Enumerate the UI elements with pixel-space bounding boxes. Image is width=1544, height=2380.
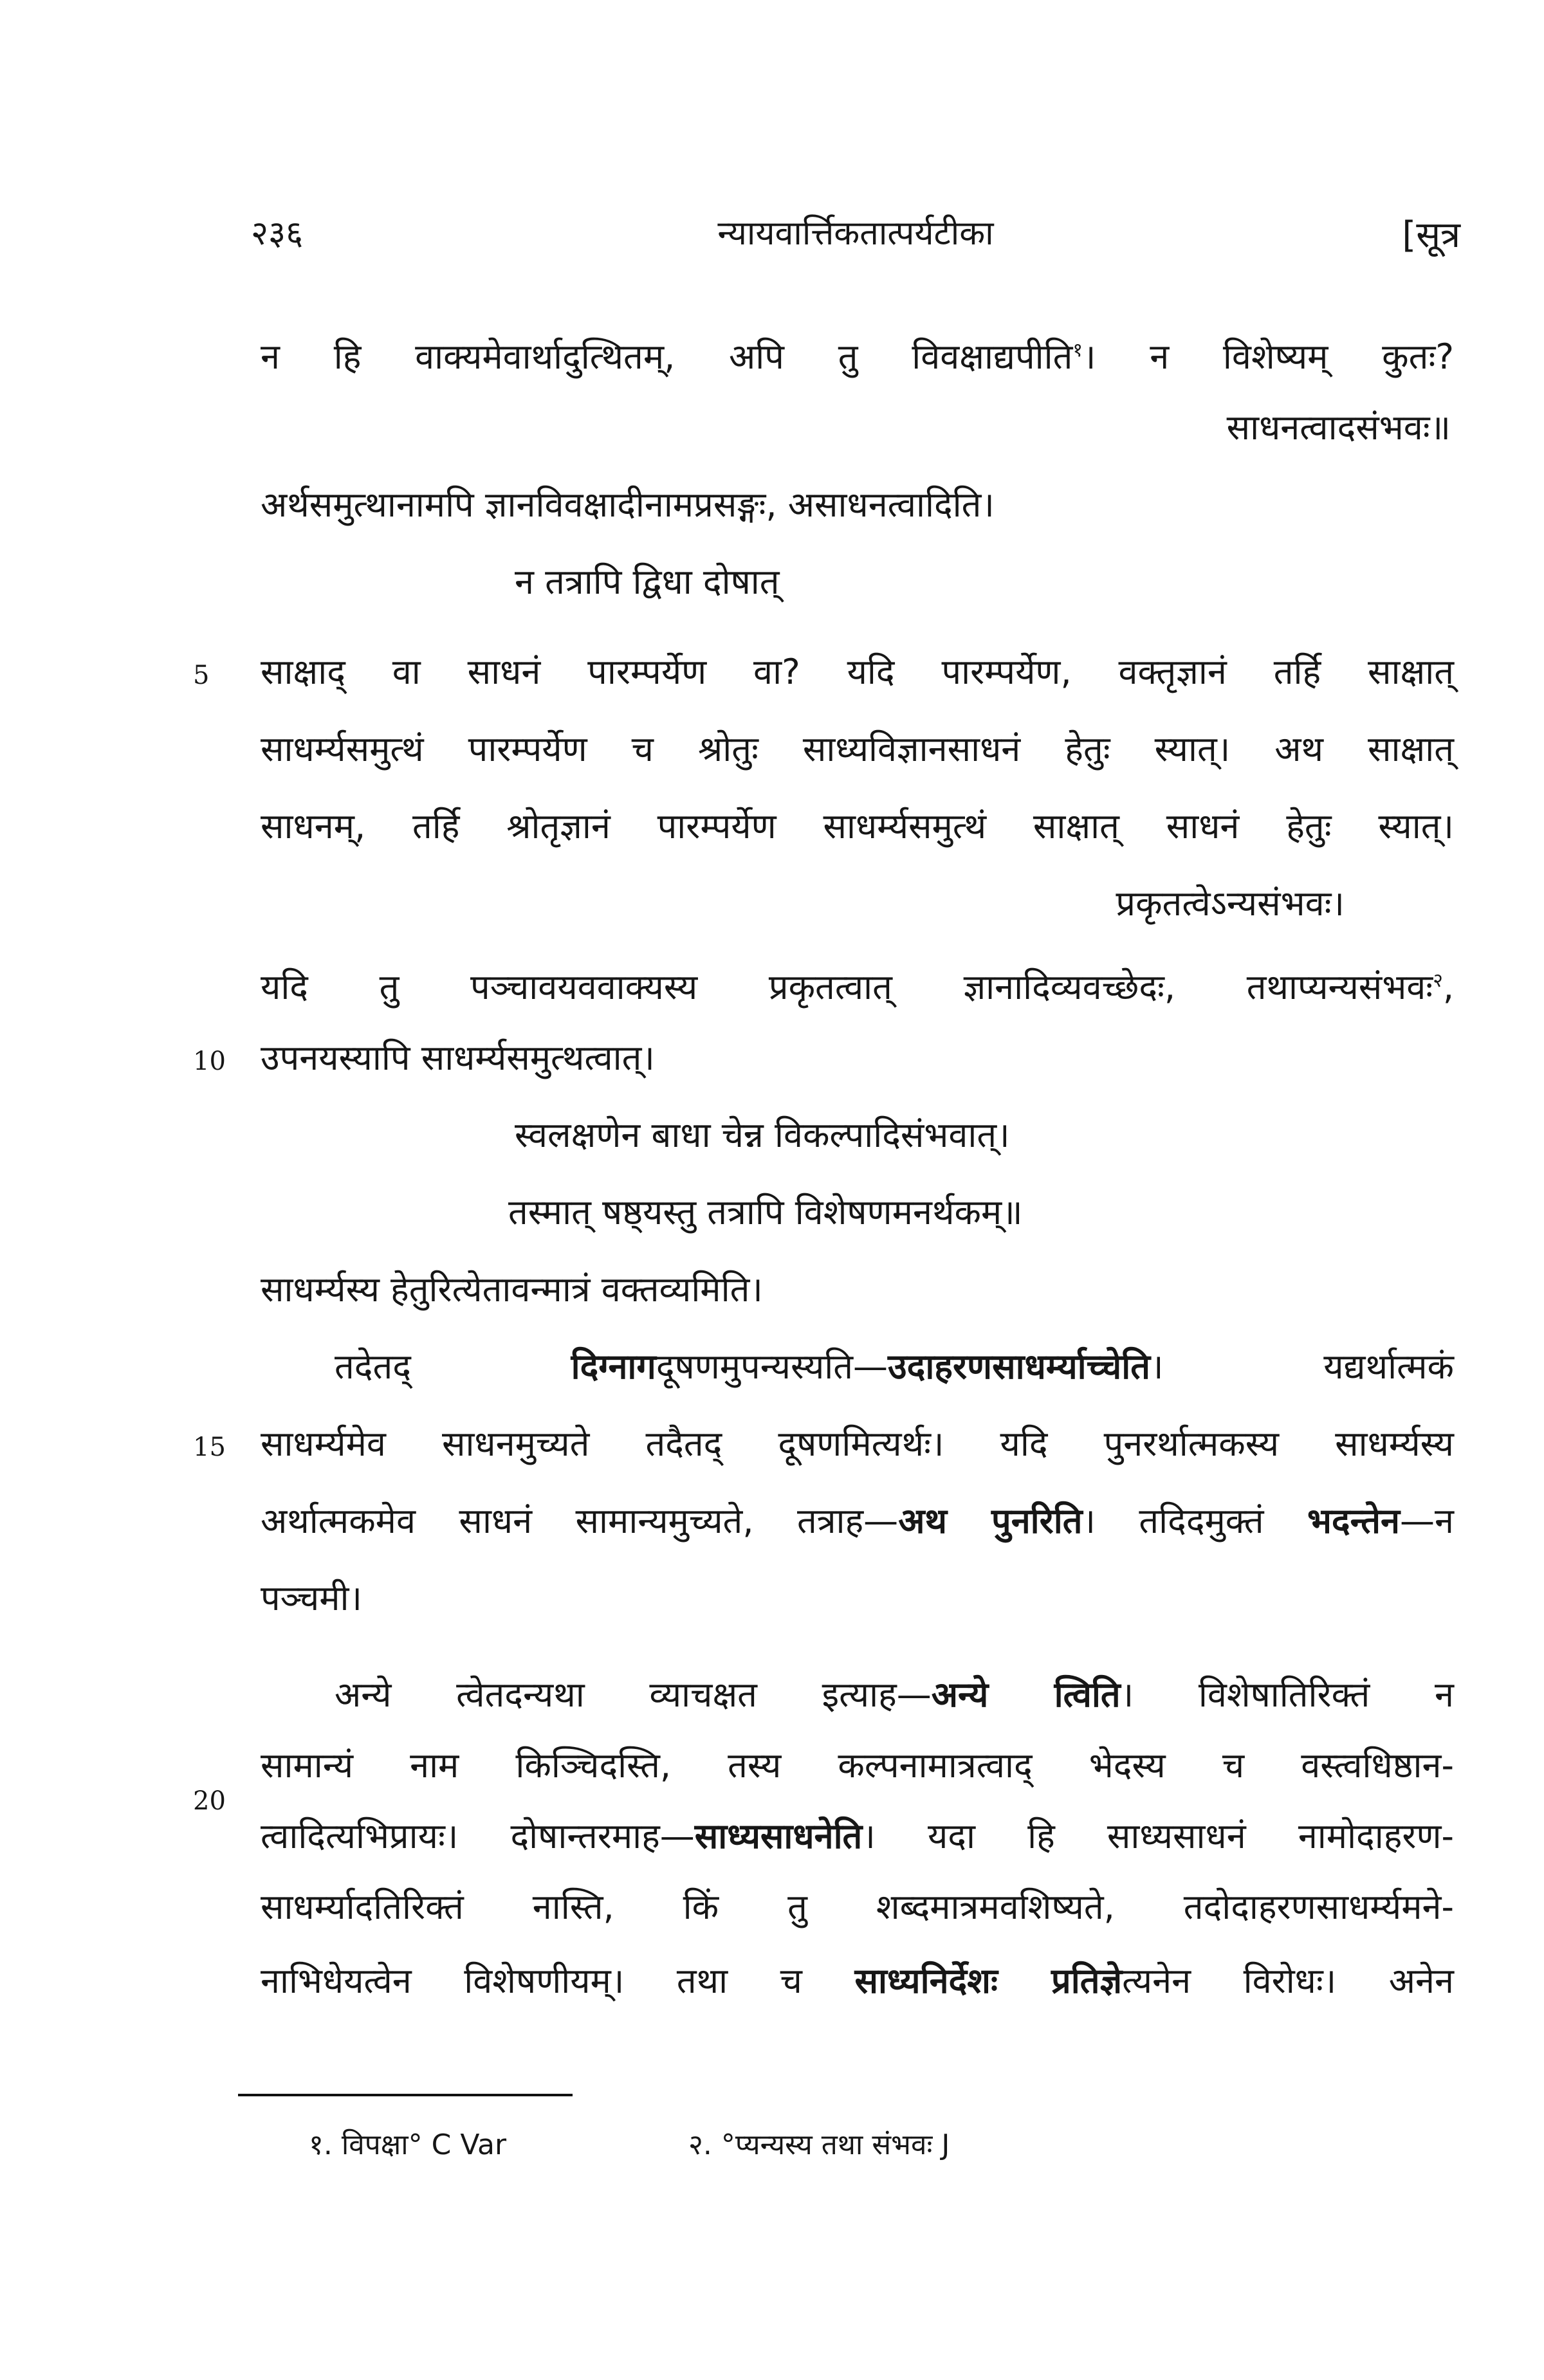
footnote-1: १. विपक्षा° C Var [309, 2128, 507, 2161]
line-number: 20 [193, 1786, 226, 1816]
text-line [261, 1264, 1521, 1315]
text-segment: तस्मात् षष्ठ्यस्तु तत्रापि विशेषणमनर्थकम्॥ [508, 1192, 1023, 1232]
text-line [335, 1669, 1454, 1721]
bold-term: अथ पुनरिति [898, 1501, 1083, 1541]
bold-term: अन्ये त्विति [931, 1674, 1121, 1715]
text-line [261, 1740, 1454, 1791]
text-segment: । तदिदमुक्तं [1082, 1501, 1307, 1541]
text-line [261, 1418, 1454, 1470]
text-line [261, 1811, 1454, 1862]
verse-line [508, 1187, 1544, 1238]
footnote-ref: २ [1433, 969, 1443, 992]
text-segment: साधर्म्यस्य हेतुरित्येतावन्मात्रं वक्तव्यमिति। [261, 1269, 763, 1310]
text-line [261, 955, 1454, 1007]
footnotes [309, 2116, 1338, 2174]
text-segment: त्वादित्यभिप्रायः। दोषान्तरमाह— [261, 1816, 695, 1856]
text-line [261, 724, 1454, 775]
text-segment: पञ्चमी। [261, 1578, 363, 1618]
verse-line [515, 1110, 1544, 1161]
text-line [261, 1881, 1454, 1933]
text-line [335, 1341, 1454, 1393]
running-title: न्यायवार्त्तिकतात्पर्यटीका [717, 214, 994, 253]
section-marker: [सूत्र [1402, 214, 1460, 256]
line-number: 15 [193, 1433, 226, 1462]
text-line [261, 646, 1454, 698]
line-number: 10 [193, 1047, 226, 1076]
text-segment: उपनयस्यापि साधर्म्यसमुत्थत्वात्। [261, 1038, 655, 1078]
page-number: २३६ [251, 214, 304, 253]
bold-term: साध्यसाधनेति [694, 1816, 863, 1856]
text-segment: साधर्म्यादतिरिक्तं नास्ति, किं तु शब्दमात्रमवशिष्यते, तदोदाहरणसाधर्म्यमने- [261, 1887, 1454, 1927]
footnote-2: २. °प्यन्यस्य तथा संभवः J [688, 2128, 950, 2161]
text-segment: —न [1400, 1501, 1454, 1541]
text-segment: साधर्म्यसमुत्थं पारम्पर्येण च श्रोतुः साध्यविज्ञानसाधनं हेतुः स्यात्। अथ साक्षात् [261, 729, 1454, 769]
bold-term: उदाहरणसाधर्म्याच्चेति [888, 1346, 1151, 1387]
running-header [251, 203, 1460, 267]
text-segment: सामान्यं नाम किञ्चिदस्ति, तस्य कल्पनामात्रत्वाद् भेदस्य च वस्त्वधिष्ठान- [261, 1745, 1454, 1786]
line-number: 5 [193, 661, 210, 690]
footnote-ref: १ [1072, 339, 1083, 362]
text-segment: । विशेषातिरिक्तं न [1120, 1674, 1454, 1715]
text-segment: । यद्यर्थात्मकं [1150, 1346, 1455, 1387]
text-line [261, 479, 1521, 531]
text-line [261, 801, 1454, 852]
text-segment: , [1442, 967, 1454, 1007]
text-line [261, 1573, 1521, 1624]
text-segment: अर्थात्मकमेव साधनं सामान्यमुच्यते, तत्राह— [261, 1501, 899, 1541]
verse-line [193, 402, 1451, 453]
text-segment: प्रकृतत्वेऽन्यसंभवः। [1116, 883, 1345, 924]
bold-term: दिग्नाग [571, 1346, 656, 1387]
text-segment: यदि तु पञ्चावयववाक्यस्य प्रकृतत्वात् ज्ञानादिव्यवच्छेदः, तथाप्यन्यसंभवः [261, 967, 1433, 1007]
text-segment: साक्षाद् वा साधनं पारम्पर्येण वा? यदि पारम्पर्येण, वक्तृज्ञानं तर्हि साक्षात् [261, 652, 1454, 692]
bold-term: साध्यनिर्देशः प्रतिज्ञे [854, 1961, 1123, 2001]
verse-line [515, 556, 1544, 608]
text-segment: न तत्रापि द्विधा दोषात् [515, 562, 780, 602]
text-segment: । यदा हि साध्यसाधनं नामोदाहरण- [862, 1816, 1454, 1856]
text-segment: । न विशेष्यम् कुतः? [1083, 336, 1455, 377]
text-segment: साधनत्वादसंभवः॥ [1226, 407, 1451, 448]
text-segment: साधनम्, तर्हि श्रोतृज्ञानं पारम्पर्येण साधर्म्यसमुत्थं साक्षात् साधनं हेतुः स्यात्। [261, 806, 1454, 847]
text-segment: त्यनेन विरोधः। अनेन [1122, 1961, 1454, 2001]
footnote-rule [238, 2094, 573, 2096]
text-segment: न हि वाक्यमेवार्थादुत्थितम्, अपि तु विवक्षाद्यपीति [261, 336, 1073, 377]
text-line [261, 1032, 1521, 1084]
text-segment: स्वलक्षणेन बाधा चेन्न विकल्पादिसंभवात्। [515, 1115, 1010, 1155]
text-line [261, 1496, 1454, 1547]
text-line [261, 325, 1454, 376]
verse-line [193, 878, 1345, 929]
bold-term: भदन्तेन [1307, 1501, 1400, 1541]
text-segment: साधर्म्यमेव साधनमुच्यते तदैतद् दूषणमित्यर्थः। यदि पुनरर्थात्मकस्य साधर्म्यस्य [261, 1423, 1454, 1464]
text-line [261, 1955, 1454, 2007]
text-segment: तदेतद् [335, 1346, 571, 1387]
text-segment: दूषणमुपन्यस्यति— [656, 1346, 888, 1387]
text-segment: नाभिधेयत्वेन विशेषणीयम्। तथा च [261, 1961, 855, 2001]
text-segment: अन्ये त्वेतदन्यथा व्याचक्षत इत्याह— [335, 1674, 932, 1715]
text-segment: अर्थसमुत्थानामपि ज्ञानविवक्षादीनामप्रसङ्गः, असाधनत्वादिति। [261, 484, 995, 525]
